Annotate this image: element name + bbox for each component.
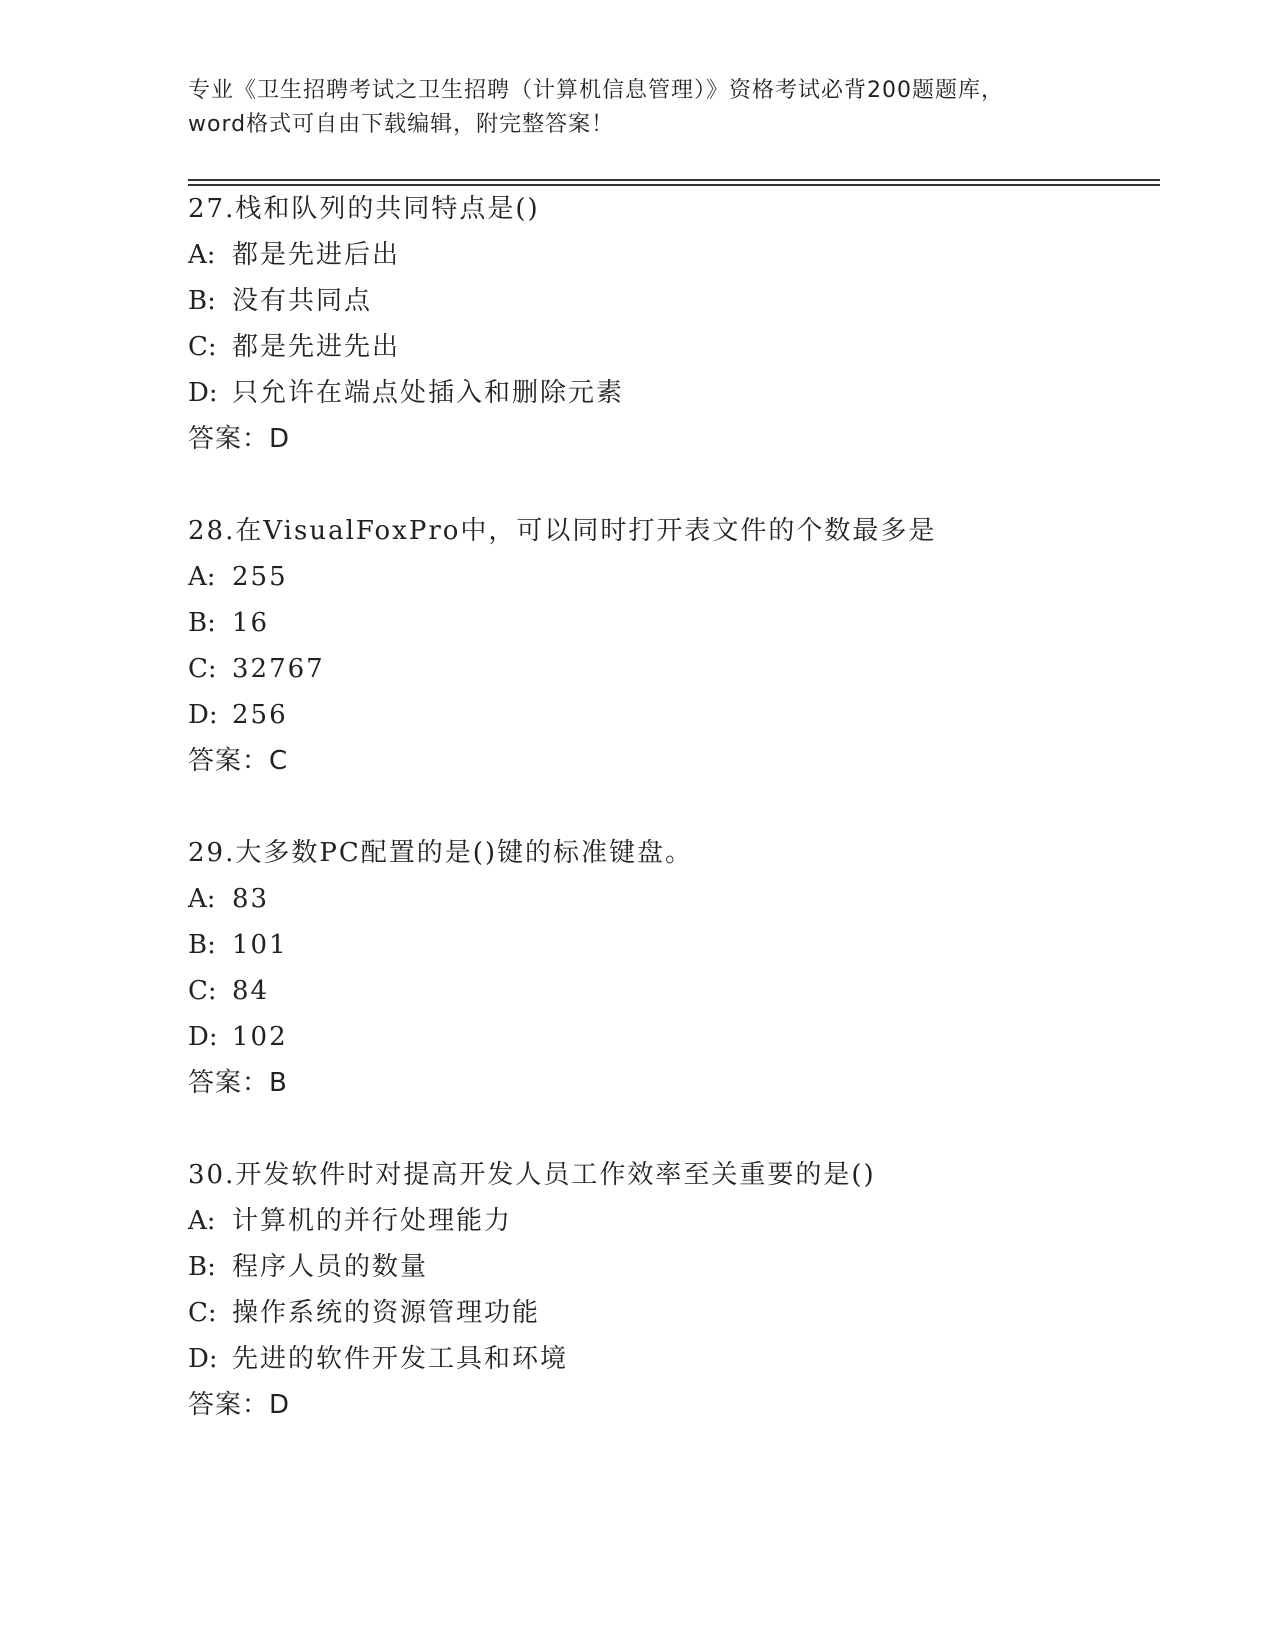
option-letter: A: — [188, 240, 216, 270]
header-divider-top — [188, 179, 1160, 181]
question-30 — [188, 1152, 1148, 1428]
option-b — [188, 1244, 1148, 1290]
question-27 — [188, 186, 1148, 462]
option-c — [188, 968, 1148, 1014]
option-d — [188, 1336, 1148, 1382]
option-letter: D: — [188, 700, 218, 730]
option-letter: B: — [188, 286, 216, 316]
option-letter: A: — [188, 562, 216, 592]
option-text: 先进的软件开发工具和环境 — [232, 1344, 569, 1374]
option-text: 都是先进后出 — [232, 240, 401, 270]
option-text: 操作系统的资源管理功能 — [232, 1298, 541, 1328]
option-d — [188, 692, 1148, 738]
option-b — [188, 922, 1148, 968]
question-28 — [188, 508, 1148, 784]
option-text: 计算机的并行处理能力 — [232, 1206, 513, 1236]
option-text: 255 — [232, 562, 288, 592]
option-a — [188, 232, 1148, 278]
option-text: 16 — [232, 608, 270, 638]
option-c — [188, 324, 1148, 370]
header-line-1: 专业《卫生招聘考试之卫生招聘（计算机信息管理）》资格考试必背200题题库， — [188, 78, 1004, 103]
option-text: 102 — [232, 1022, 288, 1052]
option-text: 都是先进先出 — [232, 332, 401, 362]
option-letter: D: — [188, 1022, 218, 1052]
question-stem: 30.开发软件时对提高开发人员工作效率至关重要的是() — [188, 1160, 876, 1190]
option-text: 84 — [232, 976, 270, 1006]
option-a — [188, 554, 1148, 600]
option-text: 没有共同点 — [232, 286, 373, 316]
option-b — [188, 600, 1148, 646]
option-letter: B: — [188, 1252, 216, 1282]
header-line-2: word格式可自由下载编辑，附完整答案！ — [188, 112, 615, 137]
question-29 — [188, 830, 1148, 1106]
option-letter: D: — [188, 1344, 218, 1374]
question-stem: 28.在VisualFoxPro中，可以同时打开表文件的个数最多是 — [188, 516, 937, 546]
option-b — [188, 278, 1148, 324]
answer-line: 答案：C — [188, 746, 289, 776]
question-stem: 27.栈和队列的共同特点是() — [188, 194, 540, 224]
option-text: 只允许在端点处插入和删除元素 — [232, 378, 625, 408]
option-text: 程序人员的数量 — [232, 1252, 429, 1282]
option-c — [188, 1290, 1148, 1336]
option-letter: B: — [188, 608, 216, 638]
option-letter: C: — [188, 976, 217, 1006]
option-letter: A: — [188, 1206, 216, 1236]
option-d — [188, 1014, 1148, 1060]
option-letter: D: — [188, 378, 218, 408]
document-header — [188, 74, 1088, 142]
option-a — [188, 1198, 1148, 1244]
option-letter: C: — [188, 654, 217, 684]
option-c — [188, 646, 1148, 692]
option-letter: C: — [188, 1298, 217, 1328]
option-letter: A: — [188, 884, 216, 914]
answer-line: 答案：D — [188, 424, 291, 454]
option-d — [188, 370, 1148, 416]
answer-line: 答案：D — [188, 1390, 291, 1420]
option-text: 32767 — [232, 654, 325, 684]
option-text: 101 — [232, 930, 288, 960]
question-stem: 29.大多数PC配置的是()键的标准键盘。 — [188, 838, 694, 868]
option-text: 256 — [232, 700, 288, 730]
option-text: 83 — [232, 884, 270, 914]
option-letter: C: — [188, 332, 217, 362]
option-letter: B: — [188, 930, 216, 960]
option-a — [188, 876, 1148, 922]
answer-line: 答案：B — [188, 1068, 288, 1098]
